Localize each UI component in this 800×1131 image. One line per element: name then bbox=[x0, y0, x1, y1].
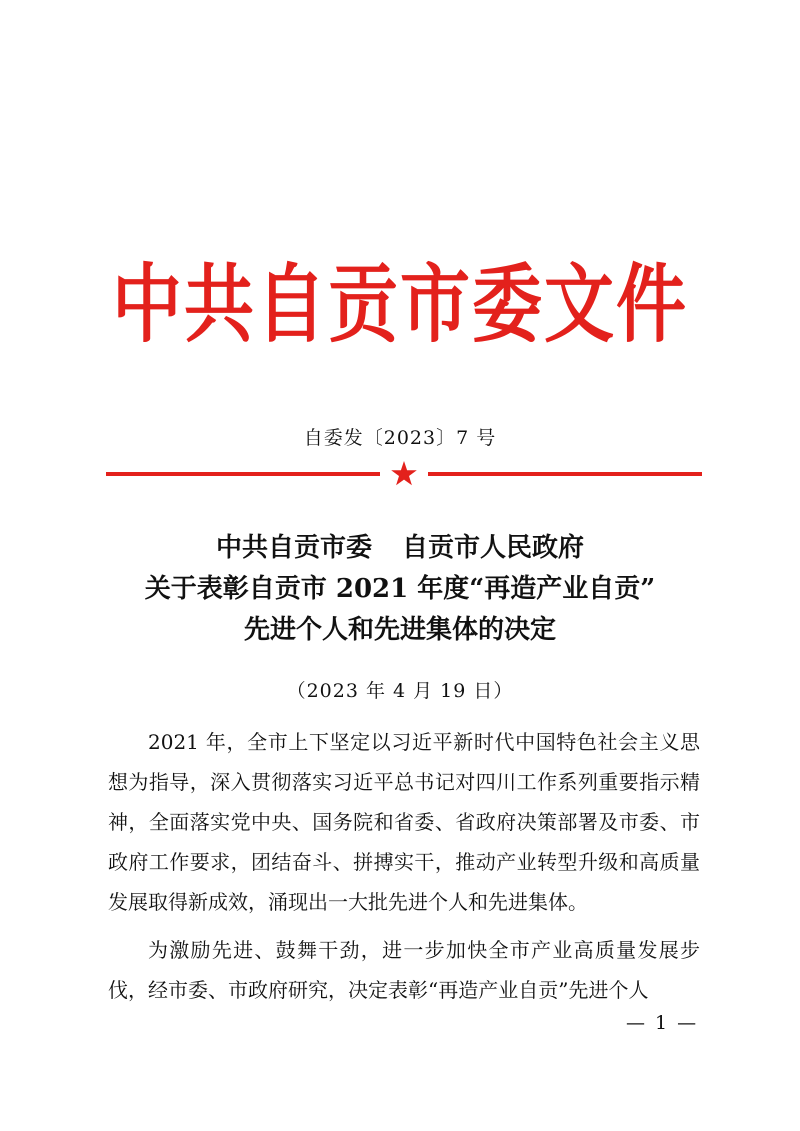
body-paragraph: 为激励先进、鼓舞干劲，进一步加快全市产业高质量发展步伐，经市委、市政府研究，决定表彰“再造产业自贡”先进个人 bbox=[108, 938, 700, 1002]
divider-line-right bbox=[428, 472, 702, 476]
page-number: — 1 — bbox=[626, 1012, 699, 1034]
title-line-1 bbox=[0, 528, 800, 569]
red-star-icon bbox=[390, 460, 418, 488]
document-body bbox=[108, 722, 700, 1010]
title-line-2: 关于表彰自贡市 2021 年度“再造产业自贡” bbox=[144, 574, 656, 604]
document-title bbox=[0, 528, 800, 651]
issue-date: （2023 年 4 月 19 日） bbox=[286, 680, 514, 702]
title-issuer-party: 中共自贡市委 bbox=[215, 533, 372, 563]
red-divider bbox=[106, 460, 702, 490]
body-paragraph: 2021 年，全市上下坚定以习近平新时代中国特色社会主义思想为指导，深入贯彻落实习近平总书记对四川工作系列重要指示精神，全面落实党中央、国务院和省委、省政府决策部署及市委、市政府工作要求，团结奋斗、拼搏实干，推动产业转型升级和高质量发展取得新成效，涌现出一大批先进个人和先进集体。 bbox=[108, 730, 700, 914]
document-number: 自委发〔2023〕7 号 bbox=[303, 427, 497, 449]
title-line-3: 先进个人和先进集体的决定 bbox=[243, 615, 556, 645]
masthead-title: 中共自贡市委文件 bbox=[112, 254, 688, 355]
title-issuer-government: 自贡市人民政府 bbox=[402, 533, 585, 563]
divider-line-left bbox=[106, 472, 380, 476]
